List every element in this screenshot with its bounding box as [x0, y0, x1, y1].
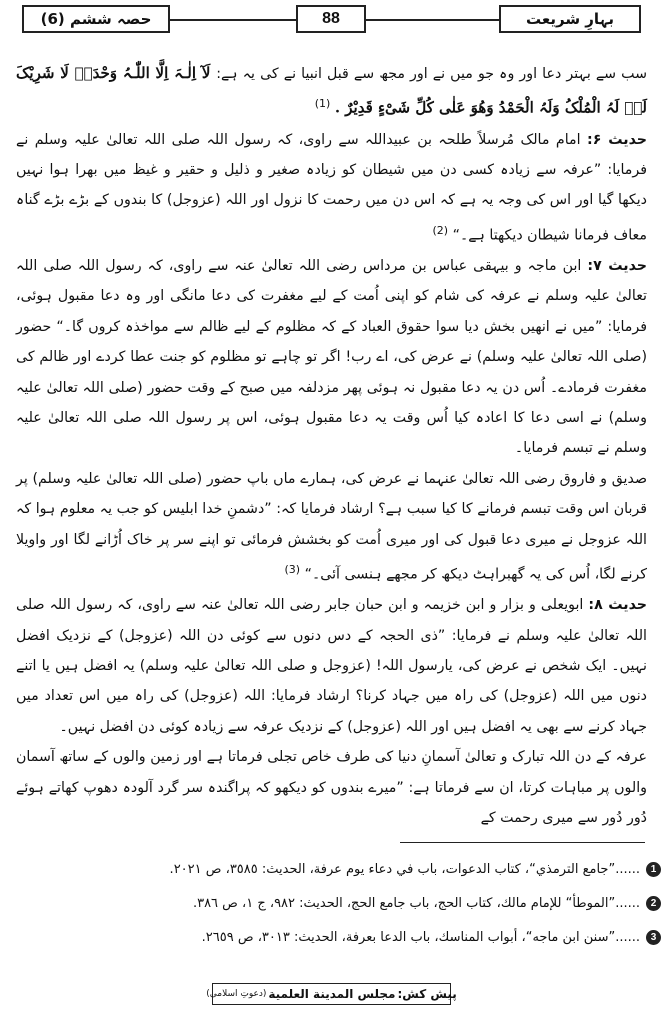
- paragraph-text: امام مالک مُرسلاً طلحہ بن عبیداللہ سے راوی، کہ رسول اللہ صلی اللہ تعالیٰ علیہ وسلم نے فرمایا: ”عرفہ سے زیادہ کسی دن میں شیطان کو زیادہ صغیر و ذلیل و حقیر و غیظ میں بھرا ہوا نہیں دیکھا گیا اور اس کی وجہ یہ ہے کہ اس دن میں رحمت کا نزول اور اللہ (عزوجل) کا بندوں کے بڑے بڑے گناہ معاف فرمانا شیطان دیکھتا ہے۔“: [16, 131, 647, 244]
- paragraph: [16, 590, 647, 742]
- footnote-ref[interactable]: (3): [284, 562, 301, 576]
- footer-prefix: پیش کش:: [397, 987, 457, 1001]
- hadith-label: حدیث ۸:: [588, 597, 647, 614]
- paragraph-text: عرفہ کے دن اللہ تبارک و تعالیٰ آسمانِ دنیا کی طرف خاص تجلی فرماتا ہے اور زمین والوں کے ساتھ آسمان والوں پر مباہات کرتا، ان سے فرماتا ہے: ”میرے بندوں کو دیکھو کہ پراگندہ سر گرد آلودہ دھوپ کھاتے ہوئے دُور دُور سے میری رحمت کے: [16, 749, 647, 826]
- footnote-item: [16, 886, 661, 920]
- footnote-item: [16, 920, 661, 954]
- hadith-label: حدیث ۷:: [587, 257, 647, 274]
- paragraph: [16, 464, 647, 590]
- page-number: 88: [296, 5, 366, 33]
- paragraph: [16, 58, 647, 125]
- footnote-number[interactable]: 1: [646, 862, 661, 877]
- footnote-ref[interactable]: (1): [314, 97, 331, 111]
- footnote-ref[interactable]: (2): [432, 223, 449, 237]
- paragraph: [16, 125, 647, 251]
- footnote-number[interactable]: 2: [646, 896, 661, 911]
- paragraph: [16, 742, 647, 833]
- paragraph: [16, 251, 647, 464]
- footnote-text: ......”جامع الترمذي“، كتاب الدعوات، باب في دعاء يوم عرفة، الحديث: ٣٥٨٥، ص ٢٠٢١.: [169, 861, 640, 877]
- footnote-text: ......”سنن ابن ماجه“، أبواب المناسك، باب الدعا بعرفة، الحديث: ٣٠١٣، ص ٢٦٥٩.: [201, 929, 640, 945]
- footnote-number[interactable]: 3: [646, 930, 661, 945]
- header-rule-right: [366, 19, 499, 21]
- footnote-divider: [400, 842, 645, 843]
- publisher-footer: [206, 983, 457, 1005]
- footnote-item: [16, 852, 661, 886]
- main-text: [16, 58, 647, 833]
- book-title: بہارِ شریعت: [499, 5, 641, 33]
- section-label: حصہ ششم (6): [22, 5, 170, 33]
- footnote-text: ......”الموطأ“ للإمام مالك، كتاب الحج، باب جامع الحج، الحديث: ٩٨٢، ج ١، ص ٣٨٦.: [192, 895, 640, 911]
- footnotes: [16, 852, 661, 954]
- footer-title: مجلس المدينة العلمية: [268, 987, 396, 1001]
- arabic-text: لَآ اِلٰـہَ اِلَّا اللّٰـہُ وَحْدَہٗ لَا شَرِیْکَ لَہٗ لَہُ الْمُلْکُ وَلَہُ الْحَمْدُ وَھُوَ عَلٰی کُلِّ شَیْءٍ قَدِیْرٌ .: [16, 64, 647, 118]
- paragraph-text: ابویعلی و بزار و ابن خزیمہ و ابن حبان جابر رضی اللہ تعالیٰ عنہ سے راوی، کہ رسول اللہ صلی اللہ تعالیٰ علیہ وسلم نے فرمایا: ”ذی الحجہ کے دس دنوں سے کوئی دن اللہ (عزوجل) کے نزدیک افضل نہیں۔ ایک شخص نے عرض کی، یارسول اللہ! (عزوجل و صلی اللہ تعالیٰ علیہ وسلم) یہ افضل ہیں یا اتنے دنوں میں اللہ (عزوجل) کی راہ میں جہاد کرنا؟ ارشاد فرمایا: اللہ (عزوجل) کی راہ میں اس تعداد میں جہاد کرنے سے بھی یہ افضل ہیں اور اللہ (عزوجل) کے نزدیک عرفہ سے زیادہ کوئی دن افضل نہیں۔: [16, 597, 647, 735]
- hadith-label: حدیث ۶:: [587, 131, 647, 148]
- header-rule-left: [170, 19, 296, 21]
- paragraph-text: سب سے بہتر دعا اور وہ جو میں نے اور مجھ سے قبل انبیا نے کی یہ ہے:: [216, 66, 647, 82]
- paragraph-text: ابن ماجہ و بیہقی عباس بن مرداس رضی اللہ تعالیٰ عنہ سے راوی، کہ رسول اللہ صلی اللہ تعالیٰ علیہ وسلم نے عرفہ کی شام کو اپنی اُمت کے لیے مغفرت کی دعا مانگی اور وہ دعا مقبول ہوئی، فرمایا: ”میں نے انھیں بخش دیا سوا حقوق العباد کے کہ مظلوم کے لیے ظالم سے مواخذہ کروں گا۔“ حضور (صلی اللہ تعالیٰ علیہ وسلم) نے عرض کی، اے رب! اگر تو چاہے تو مظلوم کو جنت عطا کردے اور ظالم کی مغفرت فرمادے۔ اُس دن یہ دعا مقبول نہ ہوئی پھر مزدلفہ میں صبح کے وقت حضور (صلی اللہ تعالیٰ علیہ وسلم) نے اسی دعا کا اعادہ کیا اُس وقت یہ دعا مقبول ہوئی، اس پر رسول اللہ صلی اللہ تعالیٰ علیہ وسلم نے تبسم فرمایا۔: [16, 257, 647, 457]
- footer-suffix: (دعوتِ اسلامی): [206, 989, 267, 999]
- paragraph-text: صدیق و فاروق رضی اللہ تعالیٰ عنہما نے عرض کی، ہمارے ماں باپ حضور (صلی اللہ تعالیٰ علیہ وسلم) پر قربان اس وقت تبسم فرمانے کا کیا سبب ہے؟ ارشاد فرمایا کہ: ”دشمنِ خدا ابلیس کو جب یہ معلوم ہوا کہ اللہ عزوجل نے میری دعا قبول کی اور میری اُمت کو بخشش فرمائی تو اپنے سر پر خاک اُڑانے لگا اور واویلا کرنے لگا، اُس کی یہ گھبراہٹ دیکھ کر مجھے ہنسی آئی۔“: [16, 470, 647, 583]
